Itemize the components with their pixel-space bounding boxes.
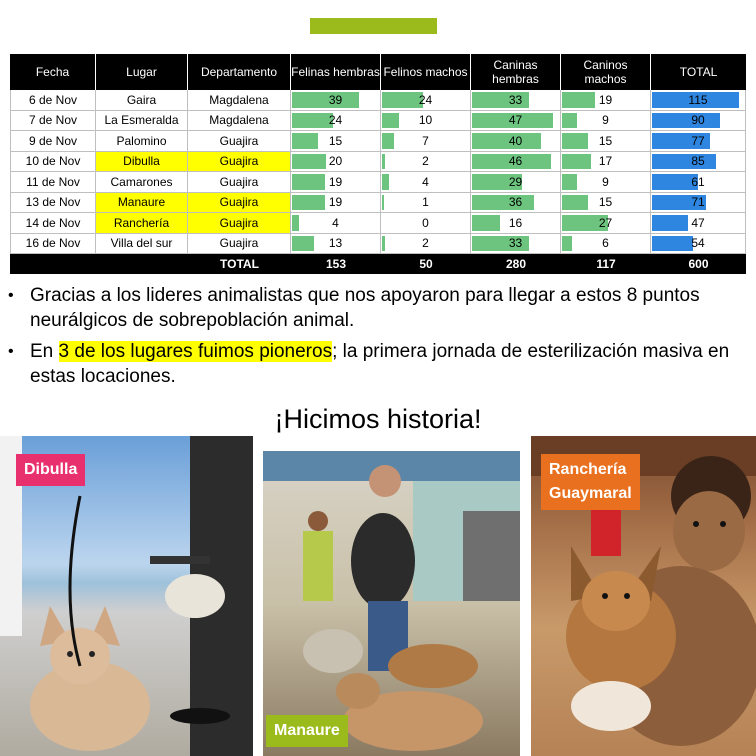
cell-departamento (188, 172, 291, 192)
cell-fecha-value: 13 de Nov (25, 195, 81, 210)
cell-caninos-machos-value: 9 (602, 174, 609, 189)
cell-fecha-value: 7 de Nov (28, 113, 78, 128)
cell-caninas-hembras (471, 213, 561, 233)
cell-caninos-machos (561, 234, 651, 254)
highlighted-phrase: 3 de los lugares fuimos pioneros (58, 341, 333, 362)
total-felinas-hembras: 153 (325, 257, 347, 271)
cell-departamento (188, 111, 291, 131)
cell-fecha (10, 172, 96, 192)
cell-caninos-machos (561, 213, 651, 233)
cell-fecha (10, 131, 96, 151)
cell-felinas-hembras (291, 131, 381, 151)
count-data-bar (562, 195, 588, 211)
table-row (10, 193, 746, 214)
total-caninos-machos: 117 (596, 257, 616, 271)
table-row (10, 152, 746, 173)
count-data-bar (562, 174, 577, 190)
table-row (10, 131, 746, 152)
cell-departamento-value: Guajira (219, 195, 259, 210)
cell-felinos-machos (381, 193, 471, 213)
cell-caninas-hembras-value: 47 (508, 113, 523, 128)
count-data-bar (382, 133, 394, 149)
cell-lugar-value: Dibulla (123, 154, 160, 169)
header-fecha: Fecha (10, 54, 96, 90)
cell-departamento-value: Magdalena (209, 113, 269, 128)
cell-lugar (96, 152, 188, 172)
cell-lugar (96, 131, 188, 151)
cell-total-value: 90 (691, 113, 705, 128)
cell-fecha (10, 193, 96, 213)
bullet-item (8, 339, 748, 389)
table-row (10, 90, 746, 111)
cell-caninos-machos-value: 6 (602, 236, 609, 251)
cell-departamento-value: Guajira (219, 215, 259, 230)
cell-felinos-machos-value: 2 (422, 154, 429, 169)
total-label: TOTAL (220, 257, 259, 271)
cell-departamento (188, 213, 291, 233)
cell-felinos-machos (381, 111, 471, 131)
cell-departamento-value: Guajira (219, 133, 259, 148)
cell-total (651, 131, 746, 151)
cell-caninas-hembras (471, 90, 561, 110)
headline: ¡Hicimos historia! (274, 404, 482, 434)
cell-fecha-value: 10 de Nov (25, 154, 81, 169)
cell-felinas-hembras (291, 172, 381, 192)
count-data-bar (292, 215, 299, 231)
cell-total-value: 71 (691, 195, 705, 210)
cell-total (651, 111, 746, 131)
cell-caninos-machos (561, 111, 651, 131)
cell-caninas-hembras (471, 193, 561, 213)
cell-lugar-value: Palomino (116, 133, 167, 148)
cell-departamento-value: Guajira (219, 154, 259, 169)
cell-total (651, 193, 746, 213)
cell-fecha (10, 111, 96, 131)
count-data-bar (382, 174, 389, 190)
cell-caninos-machos-value: 15 (598, 133, 613, 148)
cell-felinos-machos-value: 4 (422, 174, 429, 189)
cell-fecha-value: 6 de Nov (28, 92, 78, 107)
cell-felinos-machos (381, 152, 471, 172)
cell-felinos-machos (381, 172, 471, 192)
cell-departamento (188, 193, 291, 213)
cell-felinos-machos-value: 2 (422, 236, 429, 251)
count-data-bar (292, 236, 314, 252)
cell-felinas-hembras (291, 193, 381, 213)
cell-total-value: 61 (691, 174, 705, 189)
table-body (10, 90, 746, 254)
cell-felinas-hembras (291, 90, 381, 110)
cell-caninos-machos-value: 27 (598, 215, 613, 230)
cell-total (651, 213, 746, 233)
photo-rancheria-guaymaral (531, 436, 756, 756)
table-row (10, 234, 746, 255)
cell-total (651, 234, 746, 254)
label-manaure: Manaure (266, 715, 348, 747)
bullet-dot-icon: • (8, 343, 14, 360)
sterilization-table (10, 54, 746, 274)
cell-total-value: 47 (691, 215, 705, 230)
header-caninas-hembras: Caninas hembras (471, 54, 561, 90)
total-data-bar (652, 113, 720, 129)
cell-total-value: 115 (688, 92, 708, 107)
count-data-bar (382, 113, 399, 129)
cell-lugar (96, 193, 188, 213)
cell-departamento (188, 90, 291, 110)
total-felinos-machos: 50 (419, 257, 433, 271)
cell-felinas-hembras (291, 111, 381, 131)
cell-caninos-machos-value: 15 (598, 195, 613, 210)
photo-dibulla (0, 436, 253, 756)
photo-manaure (263, 451, 520, 756)
cell-felinas-hembras (291, 152, 381, 172)
count-data-bar (292, 174, 325, 190)
header-caninos-machos: Caninos machos (561, 54, 651, 90)
cell-caninas-hembras-value: 33 (508, 92, 523, 107)
cell-felinas-hembras-value: 15 (328, 133, 343, 148)
bullet-prefix: En (30, 341, 59, 362)
cell-caninos-machos-value: 19 (598, 92, 613, 107)
cell-felinos-machos (381, 213, 471, 233)
cell-caninas-hembras-value: 40 (508, 133, 523, 148)
count-data-bar (292, 195, 325, 211)
cell-caninas-hembras (471, 234, 561, 254)
cell-lugar-value: Villa del sur (110, 236, 173, 251)
cell-lugar-value: Gaira (126, 92, 157, 107)
table-row (10, 172, 746, 193)
cell-felinos-machos-value: 0 (422, 215, 429, 230)
title-accent-bar (310, 18, 437, 34)
cell-caninos-machos (561, 131, 651, 151)
cell-departamento-value: Guajira (219, 174, 259, 189)
bullet-list (8, 283, 748, 395)
cell-total-value: 85 (691, 154, 705, 169)
count-data-bar (292, 92, 359, 108)
bullet-item (8, 283, 748, 333)
cell-lugar (96, 172, 188, 192)
cell-fecha (10, 234, 96, 254)
bullet-suffix: ; la primera jornada de esterilización masiva en estas locaciones. (30, 341, 730, 387)
cell-lugar (96, 234, 188, 254)
cell-lugar-value: La Esmeralda (104, 113, 179, 128)
cell-felinos-machos (381, 90, 471, 110)
count-data-bar (562, 133, 588, 149)
header-felinos-machos: Felinos machos (381, 54, 471, 90)
cell-felinos-machos (381, 234, 471, 254)
cell-felinas-hembras-value: 13 (328, 236, 343, 251)
total-spacer (10, 254, 96, 274)
header-departamento: Departamento (188, 54, 291, 90)
bullet-dot-icon: • (8, 287, 14, 304)
total-spacer (96, 254, 188, 274)
cell-felinas-hembras-value: 20 (328, 154, 343, 169)
cell-total (651, 90, 746, 110)
cell-caninas-hembras (471, 152, 561, 172)
count-data-bar (472, 133, 541, 149)
cell-felinas-hembras-value: 19 (328, 174, 343, 189)
table-row (10, 111, 746, 132)
cell-lugar-value: Camarones (110, 174, 173, 189)
count-data-bar (382, 195, 384, 211)
cell-fecha-value: 16 de Nov (25, 236, 81, 251)
count-data-bar (382, 92, 423, 108)
cell-caninas-hembras-value: 16 (508, 215, 523, 230)
cell-felinas-hembras-value: 4 (332, 215, 339, 230)
table-header (10, 54, 746, 90)
cell-departamento-value: Magdalena (209, 92, 269, 107)
header-felinas-hembras: Felinas hembras (291, 54, 381, 90)
total-data-bar (652, 154, 716, 170)
bullet-text (30, 339, 748, 389)
cell-felinos-machos-value: 10 (418, 113, 433, 128)
cell-felinas-hembras-value: 39 (328, 92, 343, 107)
cell-departamento (188, 131, 291, 151)
cell-total-value: 77 (691, 133, 705, 148)
cell-felinos-machos-value: 1 (422, 195, 429, 210)
count-data-bar (562, 92, 595, 108)
count-data-bar (292, 154, 326, 170)
cell-felinos-machos (381, 131, 471, 151)
table-total-row (10, 254, 746, 274)
cell-caninas-hembras (471, 172, 561, 192)
cell-fecha (10, 152, 96, 172)
cell-fecha (10, 90, 96, 110)
cell-caninas-hembras-value: 33 (508, 236, 523, 251)
cell-caninos-machos (561, 172, 651, 192)
cell-caninos-machos-value: 9 (602, 113, 609, 128)
cell-caninas-hembras-value: 36 (508, 195, 523, 210)
label-dibulla: Dibulla (16, 454, 85, 486)
total-caninas-hembras: 280 (505, 257, 527, 271)
cell-fecha-value: 14 de Nov (25, 215, 81, 230)
cell-caninos-machos (561, 193, 651, 213)
cell-caninas-hembras (471, 131, 561, 151)
cell-caninos-machos (561, 90, 651, 110)
label-rancheria-line1: Ranchería (549, 461, 627, 478)
cell-caninos-machos (561, 152, 651, 172)
label-rancheria (541, 454, 640, 510)
cell-total (651, 172, 746, 192)
count-data-bar (562, 113, 577, 129)
cell-fecha-value: 11 de Nov (26, 174, 80, 189)
photo-manaure-illustration (263, 451, 520, 756)
cell-caninas-hembras (471, 111, 561, 131)
cell-felinas-hembras (291, 213, 381, 233)
count-data-bar (382, 236, 385, 252)
cell-fecha (10, 213, 96, 233)
count-data-bar (292, 113, 333, 129)
cell-lugar (96, 111, 188, 131)
total-data-bar (652, 236, 693, 252)
total-grand: 600 (688, 257, 709, 271)
cell-felinas-hembras (291, 234, 381, 254)
count-data-bar (472, 195, 534, 211)
cell-departamento (188, 152, 291, 172)
cell-felinos-machos-value: 24 (418, 92, 433, 107)
header-lugar: Lugar (96, 54, 188, 90)
cell-caninas-hembras-value: 46 (508, 154, 523, 169)
cell-felinas-hembras-value: 24 (328, 113, 343, 128)
cell-lugar-value: Ranchería (113, 215, 170, 230)
cell-fecha-value: 9 de Nov (28, 133, 78, 148)
bullet-text: Gracias a los lideres animalistas que nos apoyaron para llegar a estos 8 puntos neurálgicos de sobrepoblación animal. (30, 285, 700, 331)
cell-caninos-machos-value: 17 (598, 154, 613, 169)
cell-felinos-machos-value: 7 (422, 133, 429, 148)
cell-departamento-value: Guajira (219, 236, 259, 251)
count-data-bar (562, 236, 572, 252)
count-data-bar (472, 215, 500, 231)
cell-total-value: 54 (691, 236, 705, 251)
cell-caninas-hembras-value: 29 (508, 174, 523, 189)
cell-lugar-value: Manaure (117, 195, 166, 210)
total-data-bar (652, 215, 688, 231)
cell-lugar (96, 213, 188, 233)
label-rancheria-line2: Guaymaral (549, 485, 632, 502)
count-data-bar (562, 154, 591, 170)
table-row (10, 213, 746, 234)
cell-lugar (96, 90, 188, 110)
cell-departamento (188, 234, 291, 254)
count-data-bar (292, 133, 318, 149)
cell-total (651, 152, 746, 172)
header-total: TOTAL (679, 65, 718, 79)
count-data-bar (382, 154, 385, 170)
cell-felinas-hembras-value: 19 (328, 195, 343, 210)
